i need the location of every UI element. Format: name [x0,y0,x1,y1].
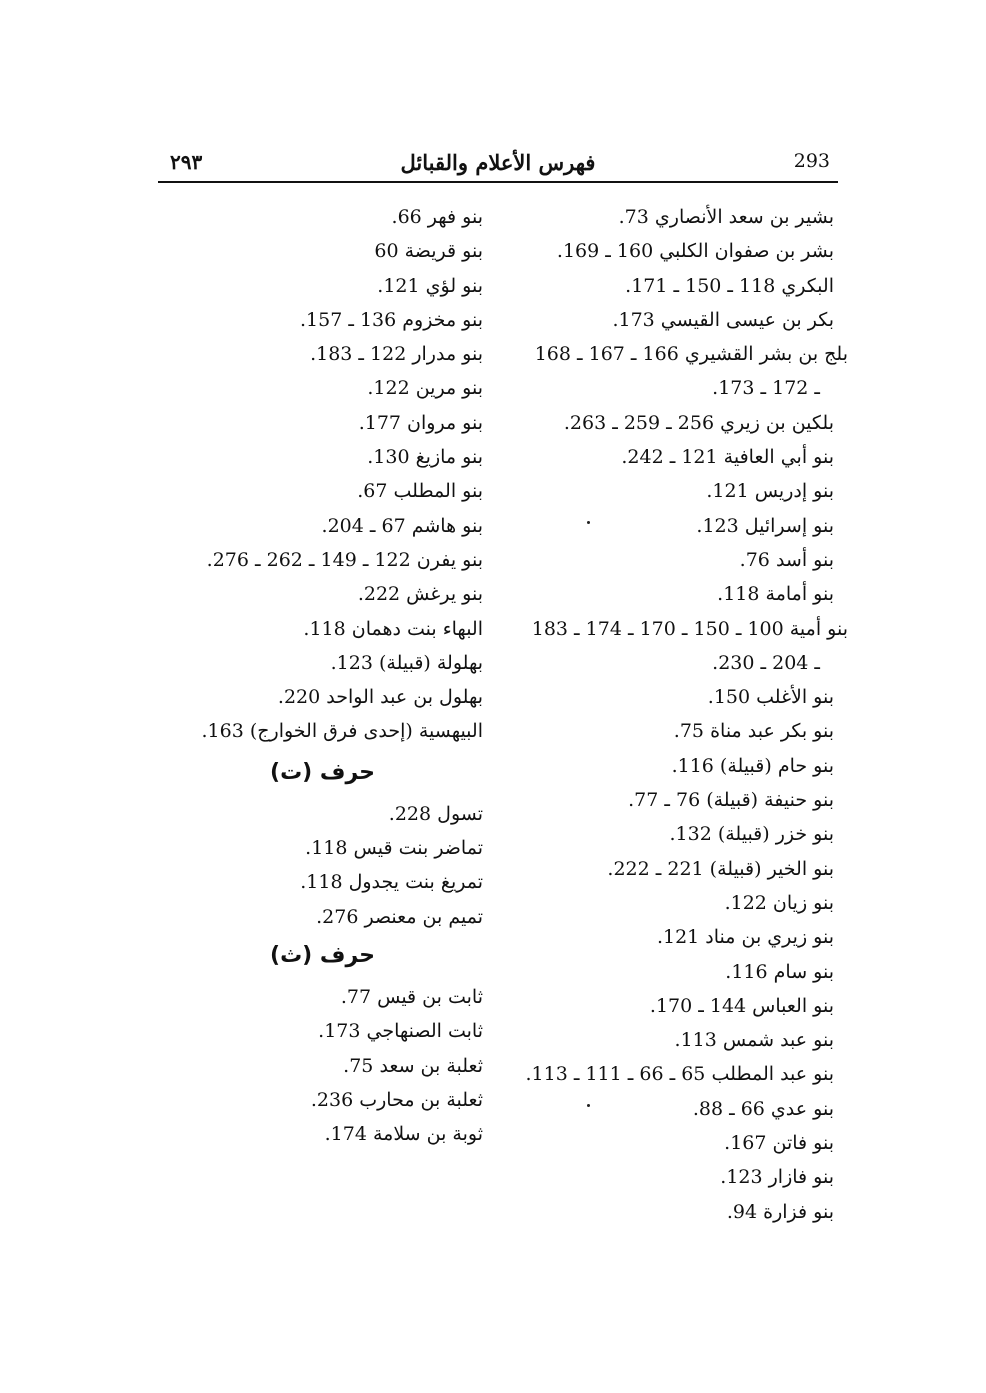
index-entry: بنو زيان 122. [724,891,834,914]
index-entry: بنو الخير (قبيلة) 221 ـ 222. [607,857,834,880]
index-entry: بلج بن بشر القشيري 166 ـ 167 ـ 168 [534,343,848,366]
index-entry: بنو المطلب 67. [357,480,483,503]
index-entry: بنو مدرار 122 ـ 183. [310,343,483,366]
index-entry: بنو قريضة 60 [374,240,483,263]
index-entry: ثعلبة بن محارب 236. [310,1088,483,1111]
index-entry: بكر بن عيسى القيسي 173. [612,308,834,331]
index-entry: البكري 118 ـ 150 ـ 171. [625,274,834,297]
index-entry-continuation: ـ 204 ـ 230. [712,651,820,674]
index-entry: ثابت بن قيس 77. [340,985,483,1008]
index-entry: بنو العباس 144 ـ 170. [649,994,834,1017]
header-rule [158,181,838,183]
index-entry: بهلول بن عبد الواحد 220. [277,686,483,709]
index-entry: بنو الأغلب 150. [707,686,834,709]
index-entry: بشر بن صفوان الكلبي 160 ـ 169. [556,240,834,263]
index-entry: بهلولة (قبيلة) 123. [330,651,483,674]
index-entry: بنو فزارة 94. [726,1200,834,1223]
index-entry: بنو عبد شمس 113. [674,1029,834,1052]
index-entry: بنو عدي 66 ـ 88. [692,1097,834,1120]
index-entry: بنو أمامة 118. [717,583,834,606]
index-entry: ثوبة بن سلامة 174. [324,1123,483,1146]
index-entry: تماضر بنت قيس 118. [305,837,483,860]
section-heading-tha: حرف (ث) [270,942,375,968]
index-entry: بنو عبد المطلب 65 ـ 66 ـ 111 ـ 113. [525,1063,834,1086]
running-title: فهرس الأعلام والقبائل [400,150,596,175]
index-entry: ثعلبة بن سعد 75. [343,1054,483,1077]
index-entry: بنو سام 116. [725,960,834,983]
index-entry: بنو مازيغ 130. [367,446,483,469]
index-entry: بنو لؤي 121. [377,274,483,297]
index-entry: بنو زيري بن مناد 121. [656,926,834,949]
index-entry: بنو إسرائيل 123. [696,514,834,537]
index-entry-continuation: ـ 172 ـ 173. [712,377,820,400]
page-number-arabic: ٢٩٣ [170,150,203,174]
index-entry: تميم بن معنصر 276. [316,905,483,928]
index-entry: بنو أبي العافية 121 ـ 242. [621,446,834,469]
index-entry: تسول 228. [388,802,483,825]
index-entry: بلكين بن زيري 256 ـ 259 ـ 263. [563,411,834,434]
index-column-left [153,200,483,1151]
index-entry: البيهسية (إحدى فرق الخوارج) 163. [201,720,483,743]
index-entry: البهاء بنت دهمان 118. [303,617,483,640]
index-entry: بنو فاتن 167. [724,1132,834,1155]
page-number: 293 [793,150,830,172]
index-entry: بنو فهر 66. [391,206,483,228]
index-entry: بنو حام (قبيلة) 116. [671,754,834,777]
section-heading-ta: حرف (ت) [270,759,375,785]
index-entry: بنو مروان 177. [358,411,483,434]
index-entry: بنو أمية 100 ـ 150 ـ 170 ـ 174 ـ 183 [531,617,848,640]
index-entry: ثابت الصنهاجي 173. [318,1020,483,1043]
print-speck [587,521,590,524]
print-speck [587,1104,590,1107]
index-entry: بنو مخزوم 136 ـ 157. [299,308,483,331]
index-column-right [504,200,848,1229]
index-entry: بنو فازار 123. [720,1166,834,1189]
index-entry: بنو يرغش 222. [357,583,483,606]
index-entry: بنو أسد 76. [739,548,834,571]
index-entry: بنو حنيفة (قبيلة) 76 ـ 77. [628,789,834,812]
index-entry: بنو إدريس 121. [706,480,834,503]
index-entry: بنو بكر عبد مناة 75. [673,720,834,743]
index-entry: بنو مرين 122. [367,377,483,400]
index-entry: بشير بن سعد الأنصاري 73. [618,206,834,228]
index-entry: تمريغ بنت يجدول 118. [300,871,483,894]
index-entry: بنو يفرن 122 ـ 149 ـ 262 ـ 276. [206,548,483,571]
page-header [158,150,838,182]
index-entry: بنو هاشم 67 ـ 204. [321,514,483,537]
index-entry: بنو خزر (قبيلة) 132. [669,823,834,846]
